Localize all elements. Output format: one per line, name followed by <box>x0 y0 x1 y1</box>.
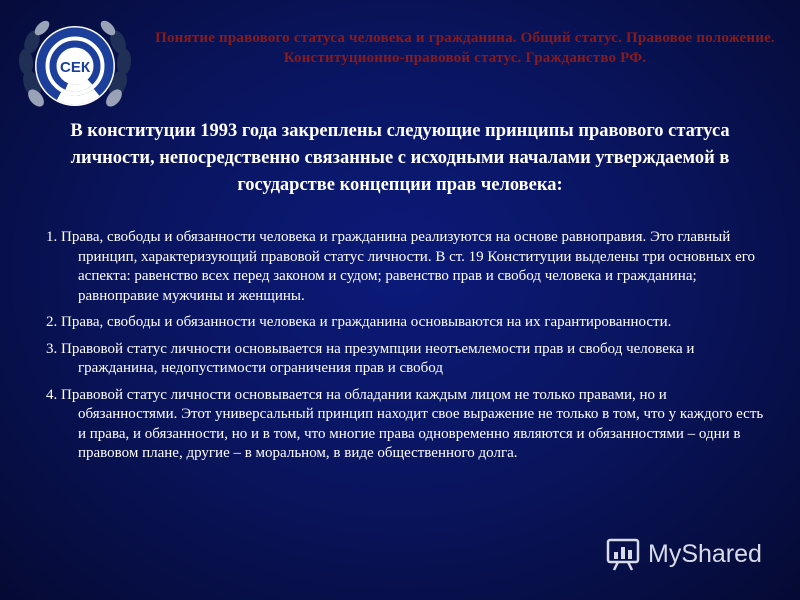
brand-name: MyShared <box>648 539 762 568</box>
list-item: 1. Права, свободы и обязанности человека и гражданина реализуются на основе равноправия. Это главный принцип, характеризующий правовой статус личности. В ст. 19 Конституции выделены три основных его аспекта: равенство всех перед законом и судом; равенство прав и свобод человека и гражданина; равноправие мужчины и женщины. <box>46 229 756 304</box>
cek-logo <box>14 14 136 119</box>
list-item: 4. Правовой статус личности основывается на обладании каждым лицом не только правами, но и обязанностями. Этот универсальный принцип находит свое выражение не только в том, что у каждого есть и права, и обязанности, но и в том, что многие права одновременно являются и обязанностями – одни в правовом плане, другие – в моральном, в виде общественного долга. <box>46 386 764 461</box>
list-item: 3. Правовой статус личности основывается на презумпции неотъемлемости прав и свобод человека и гражданина, недопустимости ограничения прав и свобод <box>46 340 695 376</box>
cek-emblem-icon <box>14 14 136 119</box>
myshared-watermark <box>606 534 786 574</box>
myshared-logo-icon <box>606 536 642 572</box>
principles-list <box>46 228 766 471</box>
slide-title: Понятие правового статуса человека и гражданина. Общий статус. Правовое положение. Конституционно-правовой статус. Гражданство РФ. <box>155 30 775 66</box>
principles-intro: В конституции 1993 года закреплены следующие принципы правового статуса личности, непосредственно связанные с исходными началами утверждаемой в государстве концепции прав человека: <box>70 121 730 195</box>
list-item: 2. Права, свободы и обязанности человека и гражданина основываются на их гарантированности. <box>46 314 672 330</box>
svg-text:СЕК: СЕК <box>60 59 90 76</box>
